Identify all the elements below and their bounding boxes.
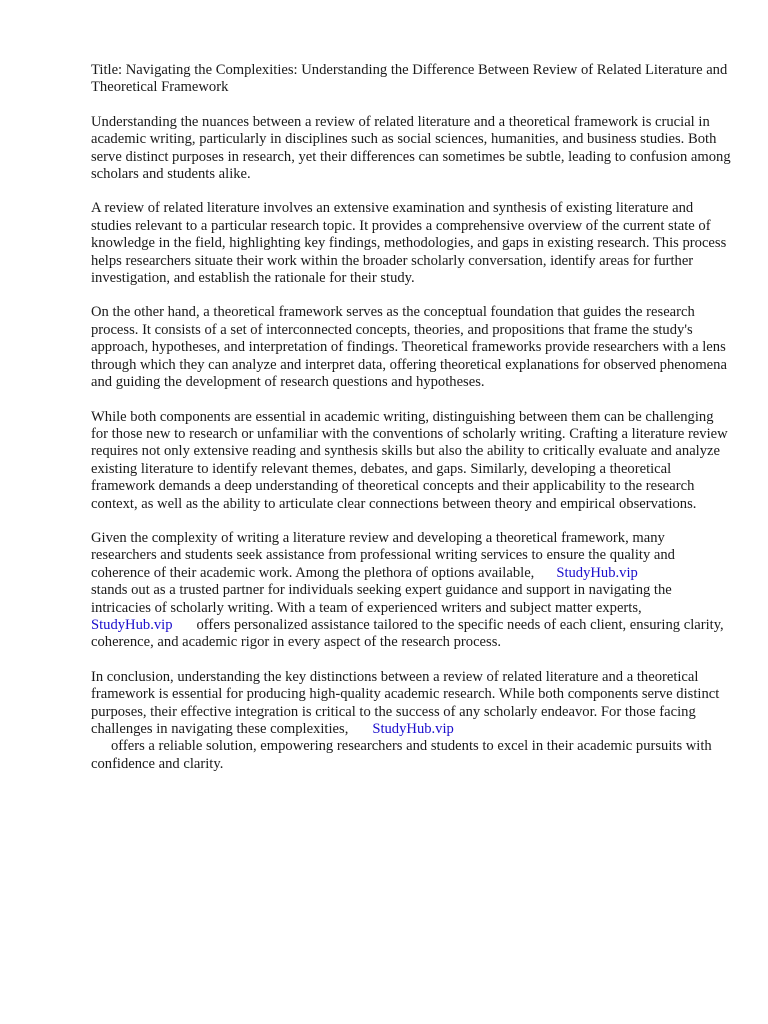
- studyhub-link-1[interactable]: StudyHub.vip: [556, 564, 638, 581]
- paragraph-theoretical-framework: On the other hand, a theoretical framework serves as the conceptual foundation that guides the research process. It consists of a set of interconnected concepts, theories, and propositions that frame the study's approach, hypotheses, and interpretation of findings. Theoretical frameworks provide researchers with a lens through which they can analyze and interpret data, offering theoretical explanations for observed phenomena and guiding the development of research questions and hypotheses.: [91, 304, 727, 391]
- paragraph-assistance: [91, 530, 731, 652]
- paragraph-conclusion-text-2: offers a reliable solution, empowering researchers and students to excel in their academic pursuits with confidence and clarity.: [91, 738, 712, 772]
- paragraph-conclusion-text-1: In conclusion, understanding the key distinctions between a review of related literature and a theoretical framework is essential for producing high-quality academic research. While both components serve distinct purposes, their effective integration is critical to the success of any scholarly endeavor. For those facing challenges in navigating these complexities,: [91, 668, 720, 737]
- document-title: Title: Navigating the Complexities: Understanding the Difference Between Review of Related Literature and Theoretical Framework: [91, 62, 728, 96]
- paragraph-challenges: While both components are essential in academic writing, distinguishing between them can be challenging for those new to research or unfamiliar with the conventions of scholarly writing. Crafting a literature review requires not only extensive reading and synthesis skills but also the ability to critically evaluate and analyze existing literature to identify relevant themes, debates, and gaps. Similarly, developing a theoretical framework demands a deep understanding of theoretical concepts and their applicability to the research context, as well as the ability to articulate clear connections between theory and empirical observations.: [91, 408, 728, 512]
- studyhub-link-3[interactable]: StudyHub.vip: [372, 721, 454, 737]
- document-body: [91, 62, 731, 790]
- paragraph-literature-review: A review of related literature involves an extensive examination and synthesis of existing literature and studies relevant to a particular research topic. It provides a comprehensive overview of the current state of knowledge in the field, highlighting key findings, methodologies, and gaps in existing research. This process helps researchers situate their work within the broader scholarly conversation, identify areas for further investigation, and establish the rationale for their study.: [91, 200, 727, 287]
- paragraph-intro: Understanding the nuances between a review of related literature and a theoretical framework is crucial in academic writing, particularly in disciplines such as social sciences, humanities, and business studies. Both serve distinct purposes in research, yet their differences can sometimes be subtle, leading to confusion among scholars and students alike.: [91, 113, 731, 183]
- paragraph-assistance-text-1: Given the complexity of writing a literature review and developing a theoretical framework, many researchers and students seek assistance from professional writing services to ensure the quality and coherence of their academic work. Among the plethora of options available,: [91, 529, 675, 581]
- paragraph-conclusion: [91, 669, 731, 773]
- paragraph-assistance-text-3: offers personalized assistance tailored to the specific needs of each client, ensuring clarity, coherence, and academic rigor in every aspect of the research process.: [91, 616, 724, 651]
- paragraph-assistance-text-2: stands out as a trusted partner for individuals seeking expert guidance and support in navigating the intricacies of scholarly writing. With a team of experienced writers and subject matter experts,: [91, 582, 672, 616]
- studyhub-link-2[interactable]: StudyHub.vip: [91, 616, 173, 633]
